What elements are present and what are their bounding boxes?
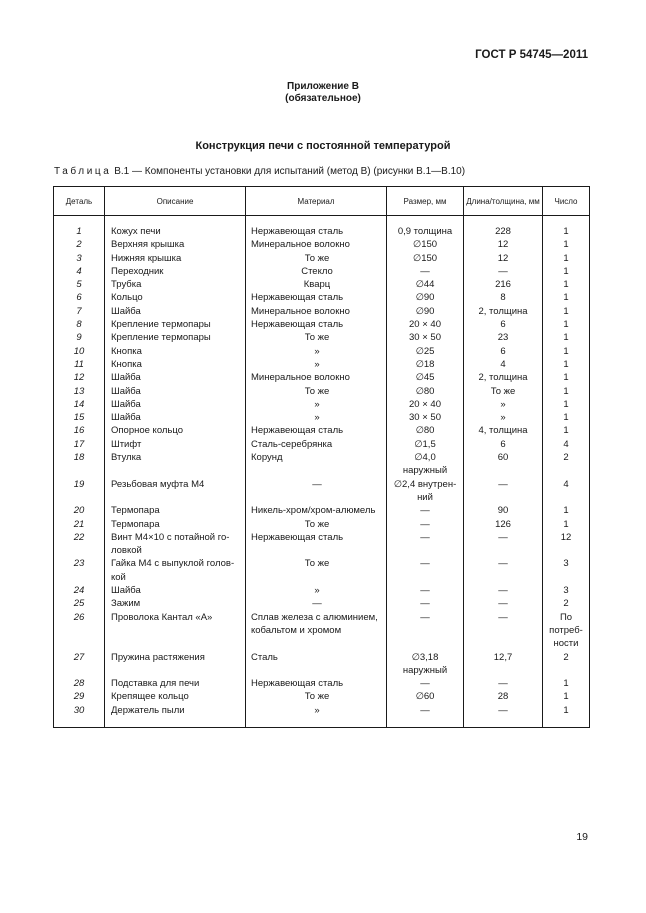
cell-material: То же (246, 385, 387, 398)
cell-material (246, 544, 387, 557)
cell-size (387, 544, 464, 557)
cell-length: 6 (464, 345, 543, 358)
cell-description: Шайба (105, 398, 246, 411)
cell-material: Корунд (246, 451, 387, 464)
cell-description: Трубка (105, 278, 246, 291)
table-row (54, 331, 590, 344)
cell-description: Термопара (105, 518, 246, 531)
cell-size (387, 624, 464, 637)
cell-length: » (464, 398, 543, 411)
cell-count: 1 (543, 518, 590, 531)
cell-material: Нержавеющая сталь (246, 318, 387, 331)
cell-material: Нержавеющая сталь (246, 291, 387, 304)
cell-length: 2, толщина (464, 305, 543, 318)
appendix-subtitle: (обязательное) (285, 93, 361, 104)
cell-count: 1 (543, 385, 590, 398)
table-spacer-row (54, 717, 590, 728)
cell-size: 30 × 50 (387, 331, 464, 344)
cell-length: 126 (464, 518, 543, 531)
table-row (54, 504, 590, 517)
cell-count: 1 (543, 238, 590, 251)
cell-detail (54, 544, 105, 557)
cell-description: Втулка (105, 451, 246, 464)
cell-count: 1 (543, 677, 590, 690)
cell-count (543, 571, 590, 584)
table-row (54, 611, 590, 624)
cell-material: То же (246, 331, 387, 344)
table-row (54, 225, 590, 238)
cell-description: Резьбовая муфта М4 (105, 478, 246, 491)
cell-length: » (464, 411, 543, 424)
cell-size: ∅90 (387, 305, 464, 318)
cell-length: 6 (464, 318, 543, 331)
cell-count: 1 (543, 252, 590, 265)
cell-material (246, 491, 387, 504)
table-row (54, 637, 590, 650)
table-row (54, 385, 590, 398)
cell-material: Сталь-серебрянка (246, 438, 387, 451)
cell-material: То же (246, 690, 387, 703)
cell-length: 4 (464, 358, 543, 371)
cell-count: 2 (543, 651, 590, 664)
cell-count (543, 664, 590, 677)
cell-size: наружный (387, 664, 464, 677)
table-row (54, 571, 590, 584)
cell-size (387, 637, 464, 650)
cell-detail: 23 (54, 557, 105, 570)
cell-description (105, 664, 246, 677)
components-table (53, 186, 590, 728)
cell-length: — (464, 597, 543, 610)
cell-length (464, 544, 543, 557)
cell-count: 3 (543, 557, 590, 570)
cell-size: ний (387, 491, 464, 504)
cell-description: Зажим (105, 597, 246, 610)
cell-length: 4, толщина (464, 424, 543, 437)
table-row (54, 318, 590, 331)
section-title: Конструкция печи с постоянной температурой (195, 140, 451, 152)
cell-count: 1 (543, 265, 590, 278)
cell-count: 3 (543, 584, 590, 597)
cell-description: Верхняя крышка (105, 238, 246, 251)
table-row (54, 238, 590, 251)
cell-material: Минеральное волокно (246, 371, 387, 384)
cell-material: Минеральное волокно (246, 238, 387, 251)
cell-detail: 11 (54, 358, 105, 371)
cell-description: Шайба (105, 385, 246, 398)
cell-size: ∅44 (387, 278, 464, 291)
cell-size: 0,9 толщина (387, 225, 464, 238)
cell-description: Держатель пыли (105, 704, 246, 717)
cell-detail: 17 (54, 438, 105, 451)
cell-description: кой (105, 571, 246, 584)
cell-detail: 28 (54, 677, 105, 690)
cell-size: — (387, 584, 464, 597)
table-row (54, 690, 590, 703)
cell-detail: 6 (54, 291, 105, 304)
cell-count (543, 464, 590, 477)
cell-material: » (246, 358, 387, 371)
cell-size: — (387, 531, 464, 544)
cell-size: ∅80 (387, 385, 464, 398)
cell-size: ∅18 (387, 358, 464, 371)
cell-size: ∅3,18 (387, 651, 464, 664)
header-count: Число (543, 187, 590, 216)
table-row (54, 358, 590, 371)
cell-material: То же (246, 518, 387, 531)
cell-count: 4 (543, 438, 590, 451)
cell-detail: 1 (54, 225, 105, 238)
cell-count: 1 (543, 331, 590, 344)
cell-detail: 24 (54, 584, 105, 597)
cell-material: Минеральное волокно (246, 305, 387, 318)
cell-length: 228 (464, 225, 543, 238)
cell-length: 216 (464, 278, 543, 291)
cell-length: — (464, 531, 543, 544)
table-row (54, 411, 590, 424)
cell-length: 6 (464, 438, 543, 451)
table-row (54, 544, 590, 557)
header-material: Материал (246, 187, 387, 216)
cell-size: — (387, 504, 464, 517)
cell-description: ловкой (105, 544, 246, 557)
table-body (54, 216, 590, 728)
table-caption-text: В.1 — Компоненты установки для испытаний (метод В) (рисунки В.1—В.10) (114, 166, 466, 177)
cell-count: 1 (543, 305, 590, 318)
cell-size: 20 × 40 (387, 318, 464, 331)
cell-length: 2, толщина (464, 371, 543, 384)
cell-size: — (387, 518, 464, 531)
cell-size: ∅80 (387, 424, 464, 437)
cell-count: 1 (543, 398, 590, 411)
cell-material: То же (246, 252, 387, 265)
cell-detail: 12 (54, 371, 105, 384)
cell-size: — (387, 265, 464, 278)
table-row (54, 305, 590, 318)
cell-length: 28 (464, 690, 543, 703)
table-spacer-row (54, 216, 590, 226)
cell-length: — (464, 265, 543, 278)
cell-material: » (246, 704, 387, 717)
cell-detail: 30 (54, 704, 105, 717)
table-row (54, 478, 590, 491)
cell-material: Сталь (246, 651, 387, 664)
cell-length (464, 464, 543, 477)
table-row (54, 291, 590, 304)
page-number: 19 (576, 831, 588, 843)
cell-count: 2 (543, 451, 590, 464)
cell-material: Кварц (246, 278, 387, 291)
cell-length: — (464, 557, 543, 570)
cell-detail: 19 (54, 478, 105, 491)
cell-description: Подставка для печи (105, 677, 246, 690)
cell-detail: 2 (54, 238, 105, 251)
cell-size: — (387, 677, 464, 690)
cell-length: 23 (464, 331, 543, 344)
cell-detail: 20 (54, 504, 105, 517)
cell-length (464, 491, 543, 504)
cell-size: ∅150 (387, 238, 464, 251)
cell-count (543, 544, 590, 557)
table-row (54, 398, 590, 411)
document-id: ГОСТ Р 54745—2011 (475, 49, 588, 61)
cell-detail: 27 (54, 651, 105, 664)
cell-detail (54, 664, 105, 677)
cell-detail: 9 (54, 331, 105, 344)
cell-length: — (464, 677, 543, 690)
cell-description: Кожух печи (105, 225, 246, 238)
cell-detail: 25 (54, 597, 105, 610)
cell-detail: 15 (54, 411, 105, 424)
cell-description: Опорное кольцо (105, 424, 246, 437)
header-description: Описание (105, 187, 246, 216)
cell-detail: 16 (54, 424, 105, 437)
table-row (54, 518, 590, 531)
cell-detail: 10 (54, 345, 105, 358)
cell-size: ∅90 (387, 291, 464, 304)
cell-material: Нержавеющая сталь (246, 225, 387, 238)
cell-description: Шайба (105, 305, 246, 318)
cell-size: ∅45 (387, 371, 464, 384)
cell-count: 1 (543, 278, 590, 291)
table-row (54, 664, 590, 677)
cell-material: Никель-хром/хром-алюмель (246, 504, 387, 517)
cell-material: » (246, 345, 387, 358)
cell-size: ∅2,4 внутрен- (387, 478, 464, 491)
cell-detail (54, 637, 105, 650)
cell-detail: 22 (54, 531, 105, 544)
cell-detail: 8 (54, 318, 105, 331)
cell-count: 1 (543, 371, 590, 384)
cell-material: Сплав железа с алюминием, (246, 611, 387, 624)
cell-material: Стекло (246, 265, 387, 278)
cell-material (246, 571, 387, 584)
table-row (54, 651, 590, 664)
cell-count: 4 (543, 478, 590, 491)
cell-description: Шайба (105, 411, 246, 424)
table-row (54, 424, 590, 437)
cell-length: 90 (464, 504, 543, 517)
cell-material: Нержавеющая сталь (246, 531, 387, 544)
cell-material: » (246, 411, 387, 424)
table-row (54, 278, 590, 291)
cell-size: 20 × 40 (387, 398, 464, 411)
table-row (54, 531, 590, 544)
cell-length: 12,7 (464, 651, 543, 664)
cell-count (543, 491, 590, 504)
table-row (54, 252, 590, 265)
cell-detail: 29 (54, 690, 105, 703)
cell-size: ∅60 (387, 690, 464, 703)
cell-count: 1 (543, 225, 590, 238)
cell-material (246, 464, 387, 477)
cell-size: — (387, 704, 464, 717)
table-caption-prefix: Таблица (54, 166, 112, 177)
cell-detail: 5 (54, 278, 105, 291)
cell-size: ∅25 (387, 345, 464, 358)
cell-description: Нижняя крышка (105, 252, 246, 265)
cell-count: 1 (543, 504, 590, 517)
cell-material: — (246, 597, 387, 610)
cell-description: Гайка М4 с выпуклой голов- (105, 557, 246, 570)
cell-count: 12 (543, 531, 590, 544)
table-row (54, 584, 590, 597)
cell-size: — (387, 557, 464, 570)
table-row (54, 624, 590, 637)
table-row (54, 491, 590, 504)
table-row (54, 704, 590, 717)
table-row (54, 557, 590, 570)
cell-count: 1 (543, 318, 590, 331)
cell-description: Крепящее кольцо (105, 690, 246, 703)
cell-material: То же (246, 557, 387, 570)
cell-description: Крепление термопары (105, 331, 246, 344)
cell-description: Проволока Кантал «А» (105, 611, 246, 624)
cell-count: 1 (543, 358, 590, 371)
cell-length: — (464, 478, 543, 491)
cell-description: Кнопка (105, 358, 246, 371)
cell-detail: 3 (54, 252, 105, 265)
cell-material: кобальтом и хромом (246, 624, 387, 637)
cell-description: Винт М4×10 с потайной го- (105, 531, 246, 544)
cell-length (464, 637, 543, 650)
cell-material: » (246, 398, 387, 411)
cell-count: 1 (543, 704, 590, 717)
cell-count: 1 (543, 345, 590, 358)
cell-count: потреб- (543, 624, 590, 637)
cell-description (105, 637, 246, 650)
table-row (54, 345, 590, 358)
cell-count: 1 (543, 424, 590, 437)
cell-size: наружный (387, 464, 464, 477)
cell-detail: 18 (54, 451, 105, 464)
appendix-heading (0, 81, 646, 105)
cell-description: Переходник (105, 265, 246, 278)
cell-description (105, 624, 246, 637)
cell-material: » (246, 584, 387, 597)
header-size: Размер, мм (387, 187, 464, 216)
table-row (54, 371, 590, 384)
cell-length: — (464, 704, 543, 717)
cell-length: 12 (464, 252, 543, 265)
cell-count: 1 (543, 411, 590, 424)
cell-material: Нержавеющая сталь (246, 677, 387, 690)
cell-material (246, 637, 387, 650)
cell-detail (54, 571, 105, 584)
cell-material: — (246, 478, 387, 491)
cell-length: 12 (464, 238, 543, 251)
cell-size: — (387, 597, 464, 610)
cell-count: 1 (543, 690, 590, 703)
cell-length: — (464, 611, 543, 624)
cell-detail (54, 624, 105, 637)
cell-detail (54, 464, 105, 477)
table-caption (54, 166, 465, 177)
cell-detail: 7 (54, 305, 105, 318)
table-header-row (54, 187, 590, 216)
cell-size: ∅4,0 (387, 451, 464, 464)
table-row (54, 265, 590, 278)
cell-length: — (464, 584, 543, 597)
cell-size: 30 × 50 (387, 411, 464, 424)
cell-detail: 26 (54, 611, 105, 624)
cell-material (246, 664, 387, 677)
cell-length: 60 (464, 451, 543, 464)
table-row (54, 451, 590, 464)
cell-length (464, 624, 543, 637)
cell-size: ∅150 (387, 252, 464, 265)
table-row (54, 597, 590, 610)
cell-description: Кольцо (105, 291, 246, 304)
cell-description: Шайба (105, 371, 246, 384)
cell-detail: 14 (54, 398, 105, 411)
cell-description (105, 491, 246, 504)
table-row (54, 677, 590, 690)
cell-detail: 4 (54, 265, 105, 278)
cell-length: 8 (464, 291, 543, 304)
cell-material: Нержавеющая сталь (246, 424, 387, 437)
cell-size: ∅1,5 (387, 438, 464, 451)
cell-description: Штифт (105, 438, 246, 451)
cell-description (105, 464, 246, 477)
cell-count: По (543, 611, 590, 624)
cell-count: 1 (543, 291, 590, 304)
cell-description: Кнопка (105, 345, 246, 358)
header-length: Длина/толщина, мм (464, 187, 543, 216)
cell-description: Пружина растяжения (105, 651, 246, 664)
cell-detail: 21 (54, 518, 105, 531)
cell-length (464, 571, 543, 584)
cell-description: Крепление термопары (105, 318, 246, 331)
cell-count: ности (543, 637, 590, 650)
header-detail: Деталь (54, 187, 105, 216)
table-row (54, 464, 590, 477)
cell-length (464, 664, 543, 677)
cell-size (387, 571, 464, 584)
cell-detail (54, 491, 105, 504)
cell-length: То же (464, 385, 543, 398)
cell-description: Термопара (105, 504, 246, 517)
cell-size: — (387, 611, 464, 624)
cell-count: 2 (543, 597, 590, 610)
cell-detail: 13 (54, 385, 105, 398)
cell-description: Шайба (105, 584, 246, 597)
appendix-title: Приложение В (287, 81, 359, 92)
table-row (54, 438, 590, 451)
